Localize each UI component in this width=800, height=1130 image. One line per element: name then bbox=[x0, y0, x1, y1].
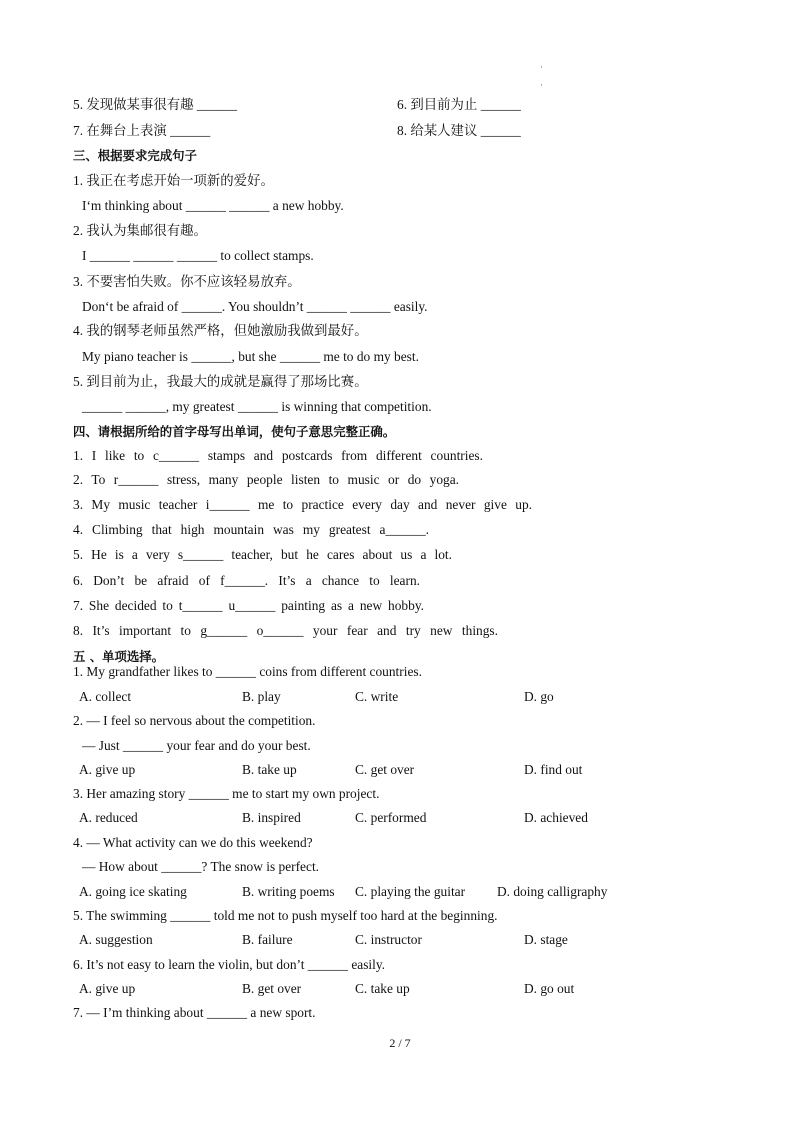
option-a: A. suggestion bbox=[79, 932, 153, 947]
option-c: C. get over bbox=[355, 762, 415, 777]
sec5-q3: 3. Her amazing story ______ me to start my own project. bbox=[73, 786, 380, 801]
sec4-question: 2. To r______ stress, many people listen to music or do yoga. bbox=[73, 472, 459, 487]
sec4-question: 1. I like to c______ stamps and postcards from different countries. bbox=[73, 448, 483, 463]
sec5-q2-line1: 2. — I feel so nervous about the competition. bbox=[73, 713, 316, 728]
option-a: A. give up bbox=[79, 981, 136, 996]
option-a: A. collect bbox=[79, 689, 132, 704]
option-c: C. instructor bbox=[355, 932, 422, 947]
sec5-q6: 6. It’s not easy to learn the violin, but don’t ______ easily. bbox=[73, 957, 386, 972]
option-d: D. doing calligraphy bbox=[497, 884, 608, 899]
page-number: 2 / 7 bbox=[389, 1036, 411, 1050]
option-b: B. play bbox=[242, 689, 281, 704]
sec3-q2-english: I ______ ______ ______ to collect stamps. bbox=[82, 248, 314, 263]
sec4-question: 3. My music teacher i______ me to practice every day and never give up. bbox=[73, 497, 532, 512]
section-3-heading: 三、根据要求完成句子 bbox=[73, 148, 197, 163]
option-c: C. take up bbox=[355, 981, 410, 996]
option-a: A. reduced bbox=[79, 810, 138, 825]
sec5-q4-line2: — How about ______? The snow is perfect. bbox=[82, 859, 320, 874]
section-4-heading: 四、请根据所给的首字母写出单词，使句子意思完整正确。 bbox=[73, 424, 396, 439]
sec5-q5: 5. The swimming ______ told me not to push myself too hard at the beginning. bbox=[73, 908, 498, 923]
option-c: C. write bbox=[355, 689, 399, 704]
margin-dot: · bbox=[540, 62, 543, 72]
option-d: D. find out bbox=[524, 762, 583, 777]
sec3-q1-english: I‘m thinking about ______ ______ a new hobby. bbox=[82, 198, 344, 213]
sec5-q7: 7. — I’m thinking about ______ a new sport. bbox=[73, 1005, 316, 1020]
sec3-q5-english: ______ ______, my greatest ______ is winning that competition. bbox=[82, 399, 432, 414]
sec5-q2-line2: — Just ______ your fear and do your best. bbox=[82, 738, 311, 753]
option-d: D. achieved bbox=[524, 810, 588, 825]
option-d: D. stage bbox=[524, 932, 568, 947]
option-a: A. give up bbox=[79, 762, 136, 777]
sec3-q3-chinese: 3. 不要害怕失败。你不应该轻易放弃。 bbox=[73, 274, 301, 289]
option-b: B. get over bbox=[242, 981, 302, 996]
vocab-item-8: 8. 给某人建议 ______ bbox=[397, 123, 521, 138]
sec4-question: 4. Climbing that high mountain was my greatest a______. bbox=[73, 522, 429, 537]
sec5-q1: 1. My grandfather likes to ______ coins from different countries. bbox=[73, 664, 422, 679]
option-c: C. performed bbox=[355, 810, 427, 825]
option-b: B. inspired bbox=[242, 810, 301, 825]
sec3-q2-chinese: 2. 我认为集邮很有趣。 bbox=[73, 223, 207, 238]
sec4-question: 5. He is a very s______ teacher, but he cares about us a lot. bbox=[73, 547, 452, 562]
vocab-item-7: 7. 在舞台上表演 ______ bbox=[73, 123, 211, 138]
sec4-question: 8. It’s important to g______ o______ your fear and try new things. bbox=[73, 623, 498, 638]
sec3-q1-chinese: 1. 我正在考虑开始一项新的爱好。 bbox=[73, 173, 274, 188]
option-d: D. go out bbox=[524, 981, 575, 996]
sec4-question: 7. She decided to t______ u______ painting as a new hobby. bbox=[73, 598, 424, 613]
sec3-q3-english: Don‘t be afraid of ______. You shouldn’t ______ ______ easily. bbox=[82, 299, 428, 314]
sec3-q4-english: My piano teacher is ______, but she ______ me to do my best. bbox=[82, 349, 419, 364]
option-a: A. going ice skating bbox=[79, 884, 187, 899]
option-b: B. take up bbox=[242, 762, 297, 777]
sec4-question: 6. Don’t be afraid of f______. It’s a chance to learn. bbox=[73, 573, 420, 588]
section-5-heading: 五 、单项选择。 bbox=[73, 649, 165, 664]
sec3-q4-chinese: 4. 我的钢琴老师虽然严格，但她激励我做到最好。 bbox=[73, 323, 368, 338]
vocab-item-6: 6. 到目前为止 ______ bbox=[397, 97, 521, 112]
option-b: B. writing poems bbox=[242, 884, 335, 899]
option-c: C. playing the guitar bbox=[355, 884, 466, 899]
option-b: B. failure bbox=[242, 932, 293, 947]
vocab-item-5: 5. 发现做某事很有趣 ______ bbox=[73, 97, 238, 112]
sec3-q5-chinese: 5. 到目前为止，我最大的成就是赢得了那场比赛。 bbox=[73, 374, 368, 389]
option-d: D. go bbox=[524, 689, 554, 704]
sec5-q4-line1: 4. — What activity can we do this weekend? bbox=[73, 835, 313, 850]
margin-dot: · bbox=[540, 80, 543, 90]
